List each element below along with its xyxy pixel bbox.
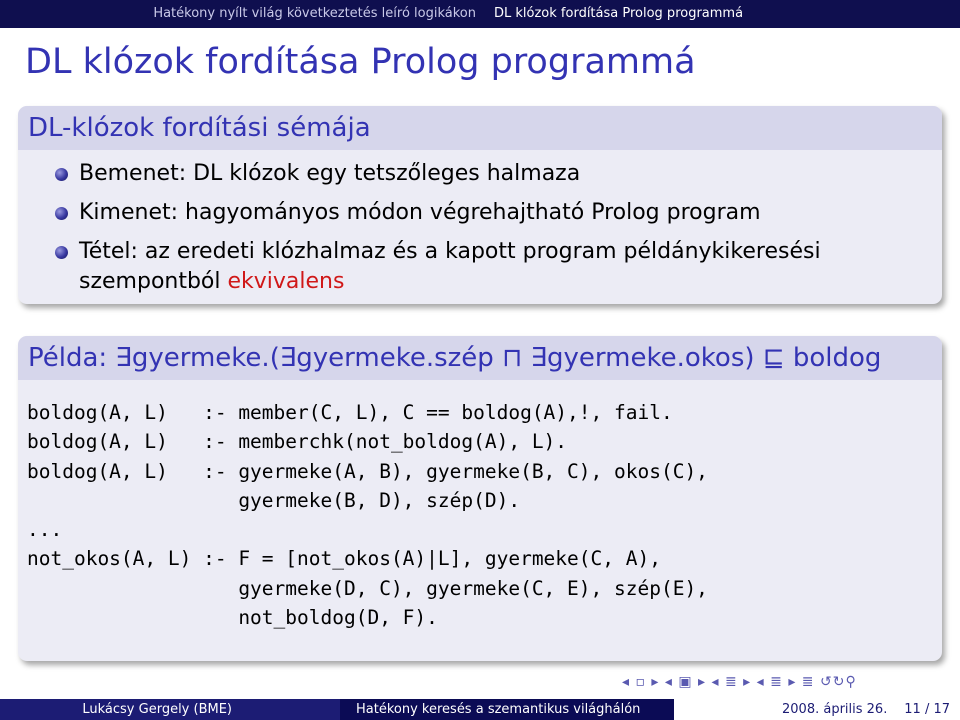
footer-author-box [0, 699, 340, 720]
highlight-text: ekvivalens [227, 269, 345, 294]
footer-talk-title: Hatékony keresés a szemantikus világhálón [356, 702, 641, 717]
footer-info-box [674, 699, 960, 720]
footer-date: 2008. április 26. [782, 702, 888, 717]
bullet-icon [55, 168, 68, 181]
prolog-code: boldog(A, L) :- member(C, L), C == boldog(A),!, fail. boldog(A, L) :- memberchk(not_boldog(A), L). boldog(A, L) :- gyermeke(A, B), gyermeke(B, C), okos(C), gyermeke(B, D), szép(D). ... not_okos(A, L) :- F = [not_okos(A)|L], gyermeke(C, A), gyermeke(D, C), gyermeke(C, E), szép(E), not_boldog(D, F). [27, 401, 708, 630]
list-item-text: Kimenet: hagyományos módon végrehajtható Prolog program [79, 200, 761, 225]
block-example [18, 336, 942, 661]
block-example-title: Példa: ∃gyermeke.(∃gyermeke.szép ⊓ ∃gyermeke.okos) ⊑ boldog [18, 336, 942, 380]
list-item-continuation [79, 264, 344, 300]
list-item-text: szempontból [79, 269, 228, 294]
header-section-right[interactable]: DL klózok fordítása Prolog programmá [494, 6, 744, 21]
bullet-icon [55, 246, 68, 259]
footer-author: Lukácsy Gergely (BME) [82, 702, 232, 717]
block-scheme [18, 106, 942, 304]
navigation-symbols[interactable]: ◂ ▫ ▸ ◂ ▣ ▸ ◂ ≣ ▸ ◂ ≣ ▸ ≣ ↺↻⚲ [622, 674, 857, 690]
bullet-icon [55, 207, 68, 220]
list-item-text: Tétel: az eredeti klózhalmaz és a kapott program példánykikeresési [79, 239, 821, 264]
footer-page-number: 11 / 17 [904, 702, 950, 717]
list-item [79, 156, 580, 192]
header-section-left[interactable]: Hatékony nyílt világ következtetés leíró logikákon [153, 6, 476, 21]
list-item [79, 195, 761, 231]
block-scheme-title: DL-klózok fordítási sémája [18, 106, 942, 150]
footer-talk-box [340, 699, 674, 720]
header-bar [0, 0, 960, 28]
footer-bar [0, 699, 960, 720]
slide-title: DL klózok fordítása Prolog programmá [25, 42, 696, 82]
list-item-text: Bemenet: DL klózok egy tetszőleges halmaza [79, 161, 581, 186]
